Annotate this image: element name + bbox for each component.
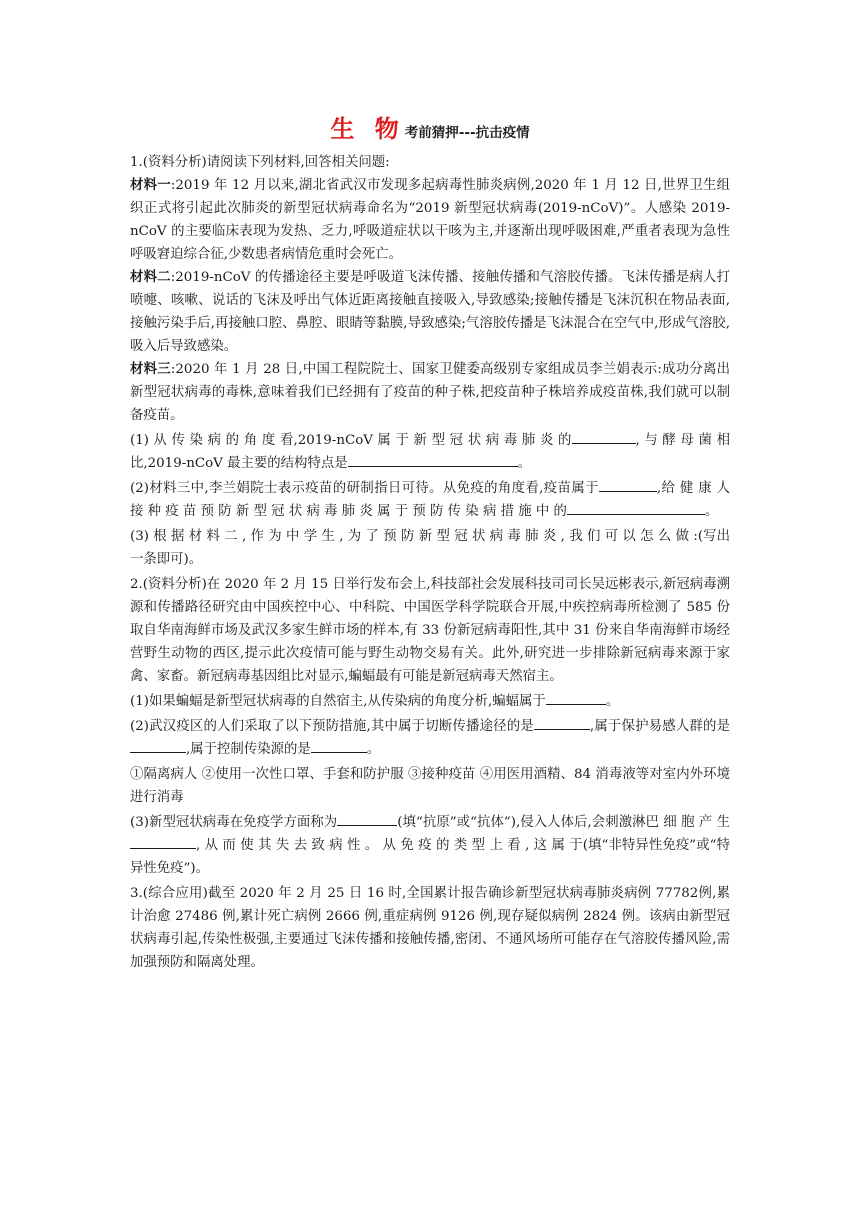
answer-blank[interactable] [337, 811, 397, 826]
q2-sub-2: (2)武汉疫区的人们采取了以下预防措施,其中属于切断传播途径的是 ,属于保护易感人群的是,属于控制传染源的是 。 [130, 715, 730, 761]
answer-blank[interactable] [572, 429, 636, 444]
answer-blank[interactable] [311, 738, 367, 753]
q1-sub-3: (3) 根 据 材 料 二 , 作 为 中 学 生 , 为 了 预 防 新 型 冠 状 病 毒 肺 炎 , 我 们 可 以 怎 么 做 :(写出一条即可)。 [130, 529, 730, 567]
q1-material-1 [130, 174, 730, 266]
q1-material-3 [130, 358, 730, 427]
q2-sub-3: (3)新型冠状病毒在免疫学方面称为 (填“抗原”或“抗体”),侵入人体后,会刺激淋巴 细 胞 产 生, 从 而 使 其 失 去 致 病 性 。 从 免 疫 的 类 型 上 看 , 这 属 于(填“非特异性免疫”或“特异性免疫”)。 [130, 811, 730, 880]
q2-intro: 2.(资料分析)在 2020 年 2 月 15 日举行发布会上,科技部社会发展科技司司长吴远彬表示,新冠病毒溯源和传播路径研究由中国疾控中心、中科院、中国医学科学院联合开展,中疾控病毒所检测了 585 份取自华南海鲜市场及武汉多家生鲜市场的样本,有 33 份新冠病毒阳性,其中 31 份来自华南海鲜市场经营野生动物的西区,提示此次疫情可能与野生动物交易有关。此外,研究进一步排除新冠病毒来源于家禽、家畜。新冠病毒基因组比对显示,蝙蝠最有可能是新冠病毒天然宿主。 [130, 577, 730, 684]
document-content [130, 114, 730, 974]
q3-intro: 3.(综合应用)截至 2020 年 2 月 25 日 16 时,全国累计报告确诊新型冠状病毒肺炎病例 77782例,累计治愈 27486 例,累计死亡病例 2666 例,重症病例 9126 例,现存疑似病例 2824 例。该病由新型冠状病毒引起,传染性极强,主要通过飞沫传播和接触传播,密闭、不通风场所可能存在气溶胶传播风险,需加强预防和隔离处理。 [130, 886, 730, 970]
q1-sub-2: (2)材料三中,李兰娟院士表示疫苗的研制指日可待。从免疫的角度看,疫苗属于 ,给 健 康 人 接 种 疫 苗 预 防 新 型 冠 状 病 毒 肺 炎 属 于 预 防 传 染 病 措 施 中 的 。 [130, 477, 730, 523]
q2-sub-1: (1)如果蝙蝠是新型冠状病毒的自然宿主,从传染病的角度分析,蝙蝠属于 。 [130, 690, 730, 713]
answer-blank[interactable] [534, 715, 590, 730]
q2-options: ①隔离病人 ②使用一次性口罩、手套和防护服 ③接种疫苗 ④用医用酒精、84 消毒液等对室内外环境进行消毒 [130, 767, 730, 805]
answer-blank[interactable] [599, 477, 657, 492]
answer-blank[interactable] [130, 834, 196, 849]
material-3-text: :2020 年 1 月 28 日,中国工程院院士、国家卫健委高级别专家组成员李兰娟表示:成功分离出新型冠状病毒的毒株,意味着我们已经拥有了疫苗的种子株,把疫苗种子株培养成疫苗株,我们就可以制备疫苗。 [130, 362, 731, 423]
page-title [130, 114, 730, 149]
material-2-text: :2019-nCoV 的传播途径主要是呼吸道飞沫传播、接触传播和气溶胶传播。飞沫传播是病人打喷嚏、咳嗽、说话的飞沫及呼出气体近距离接触直接吸入,导致感染;接触传播是飞沫沉积在物品表面,接触污染手后,再接触口腔、鼻腔、眼睛等黏膜,导致感染;气溶胶传播是飞沫混合在空气中,形成气溶胶,吸入后导致感染。 [130, 270, 730, 354]
title-subject: 生 物 [330, 115, 405, 143]
answer-blank[interactable] [130, 738, 186, 753]
material-1-label: 材料一 [130, 178, 171, 193]
answer-blank[interactable] [348, 452, 518, 467]
answer-blank[interactable] [546, 690, 606, 705]
title-subtitle: 考前猜押---抗击疫情 [404, 125, 530, 141]
q1-sub-1: (1) 从 传 染 病 的 角 度 看,2019-nCoV 属 于 新 型 冠 状 病 毒 肺 炎 的 , 与 酵 母 菌 相 比,2019-nCoV 最主要的结构特点是 。 [130, 429, 730, 475]
answer-blank[interactable] [567, 500, 705, 515]
material-3-label: 材料三 [130, 362, 171, 377]
material-2-label: 材料二 [130, 270, 171, 285]
material-1-text: :2019 年 12 月以来,湖北省武汉市发现多起病毒性肺炎病例,2020 年 1 月 12 日,世界卫生组织正式将引起此次肺炎的新型冠状病毒命名为“2019 新型冠状病毒(2019-nCoV)”。人感染 2019-nCoV 的主要临床表现为发热、乏力,呼吸道症状以干咳为主,并逐渐出现呼吸困难,严重者表现为急性呼吸窘迫综合征,少数患者病情危重时会死亡。 [130, 178, 731, 262]
q1-material-2 [130, 266, 730, 358]
q1-intro: 1.(资料分析)请阅读下列材料,回答相关问题: [130, 155, 390, 170]
